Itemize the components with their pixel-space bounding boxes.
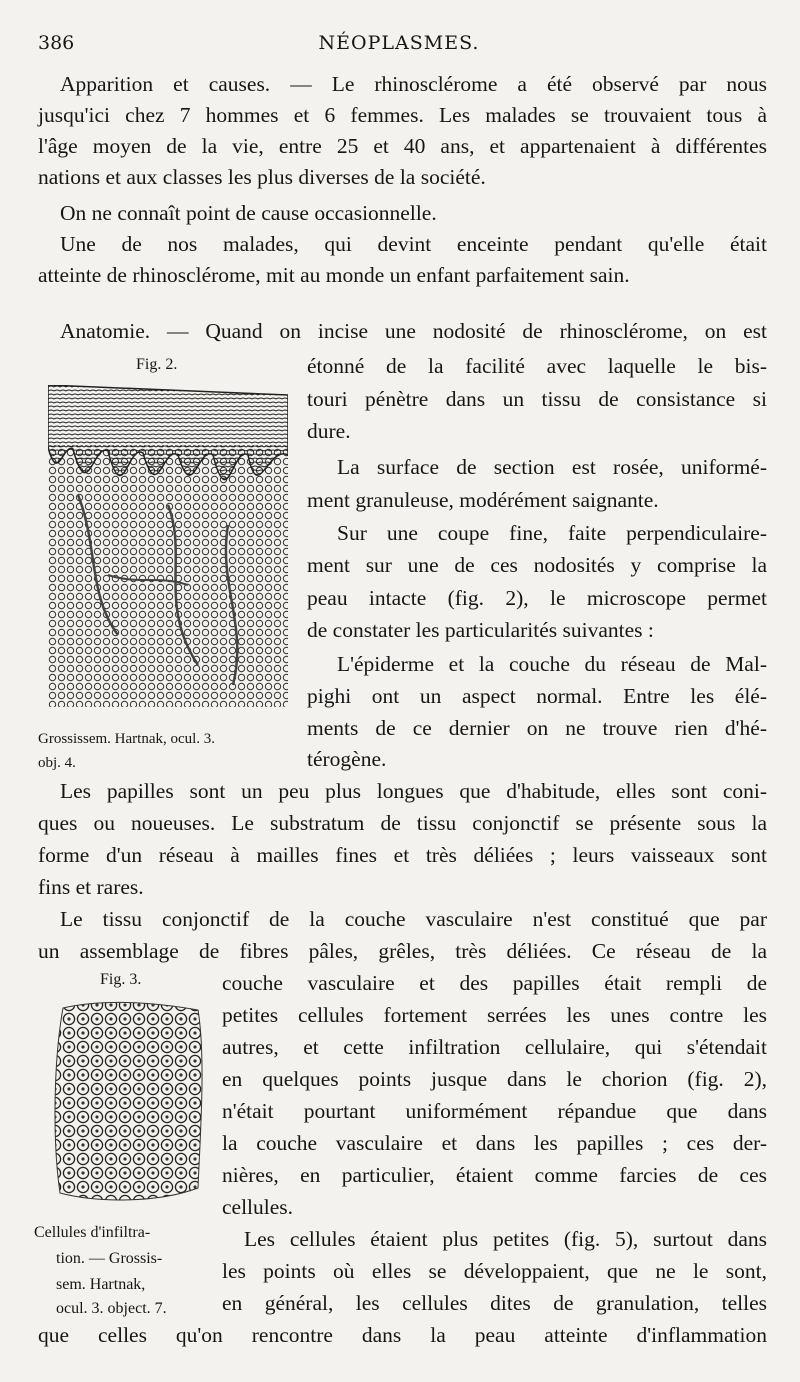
text-line: un assemblage de fibres pâles, grêles, très déliées. Ce réseau de la [38, 939, 767, 963]
text-line: de constater les particularités suivantes : [307, 618, 654, 642]
text-line: jusqu'ici chez 7 hommes et 6 femmes. Les malades se trouvaient tous à [38, 103, 767, 127]
text-line: L'épiderme et la couche du réseau de Mal- [337, 652, 767, 676]
figure-label: Fig. 2. [136, 356, 178, 373]
page-number: 386 [38, 32, 75, 54]
figure-caption: Grossissem. Hartnak, ocul. 3. [38, 731, 216, 747]
text-line: Le tissu conjonctif de la couche vasculaire n'est constitué que par [60, 907, 767, 931]
text-line: Apparition et causes. — Le rhinosclérome a été observé par nous [60, 72, 767, 96]
text-line: couche vasculaire et des papilles était rempli de [222, 971, 767, 995]
text-line: térogène. [307, 747, 387, 771]
text-line: atteinte de rhinosclérome, mit au monde un enfant parfaitement sain. [38, 263, 630, 287]
figure-caption: tion. — Grossis- [56, 1250, 163, 1267]
text-line: Une de nos malades, qui devint enceinte pendant qu'elle était [60, 232, 767, 256]
text-line: Les cellules étaient plus petites (fig. 5), surtout dans [244, 1227, 767, 1251]
text-line: fins et rares. [38, 875, 144, 899]
running-title: NÉOPLASMES. [318, 32, 480, 54]
text-line: Les papilles sont un peu plus longues que d'habitude, elles sont coni- [60, 779, 767, 803]
text-line: forme d'un réseau à mailles fines et très déliées ; leurs vaisseaux sont [38, 843, 767, 867]
text-line: que celles qu'on rencontre dans la peau atteinte d'inflammation [38, 1323, 767, 1347]
text-line: la couche vasculaire et dans les papilles ; ces der- [222, 1131, 767, 1155]
text-line: les points où elles se développaient, que ne le sont, [222, 1259, 767, 1283]
text-line: nières, en particulier, étaient comme farcies de ces [222, 1163, 767, 1187]
figure-caption: Cellules d'infiltra- [34, 1224, 151, 1241]
text-line: ques ou noueuses. Le substratum de tissu conjonctif se présente sous la [38, 811, 767, 835]
figure-caption: ocul. 3. object. 7. [56, 1300, 167, 1317]
figure-caption: sem. Hartnak, [56, 1276, 146, 1293]
figure-2-illustration [48, 385, 288, 717]
page-header [38, 32, 760, 62]
text-line: en quelques points jusque dans le chorion (fig. 2), [222, 1067, 767, 1091]
text-line: dure. [307, 419, 351, 443]
text-line: peau intacte (fig. 2), le microscope permet [307, 586, 767, 610]
text-line: nations et aux classes les plus diverses de la société. [38, 165, 486, 189]
text-line: ment granuleuse, modérément saignante. [307, 488, 659, 512]
text-line: ment sur une de ces nodosités y comprise la [307, 553, 767, 577]
figure-3-illustration [48, 998, 208, 1206]
text-line: On ne connaît point de cause occasionnelle. [60, 201, 437, 225]
text-line: cellules. [222, 1195, 294, 1219]
text-line: en général, les cellules dites de granulation, telles [222, 1291, 767, 1315]
figure-label: Fig. 3. [100, 971, 142, 988]
text-line: Anatomie. — Quand on incise une nodosité de rhinosclérome, on est [60, 319, 767, 343]
text-line: Sur une coupe fine, faite perpendiculaire- [337, 521, 767, 545]
text-line: La surface de section est rosée, uniformé- [337, 455, 767, 479]
figure-caption: obj. 4. [38, 755, 76, 771]
text-line: ments de ce dernier on ne trouve rien d'hé- [307, 716, 767, 740]
text-line: pighi ont un aspect normal. Entre les élé- [307, 684, 767, 708]
text-line: touri pénètre dans un tissu de consistance si [307, 387, 767, 411]
text-line: petites cellules fortement serrées les unes contre les [222, 1003, 767, 1027]
text-line: autres, et cette infiltration cellulaire, qui s'étendait [222, 1035, 767, 1059]
text-line: étonné de la facilité avec laquelle le bis- [307, 354, 767, 378]
text-line: n'était pourtant uniformément répandue que dans [222, 1099, 767, 1123]
text-line: l'âge moyen de la vie, entre 25 et 40 ans, et appartenaient à différentes [38, 134, 767, 158]
